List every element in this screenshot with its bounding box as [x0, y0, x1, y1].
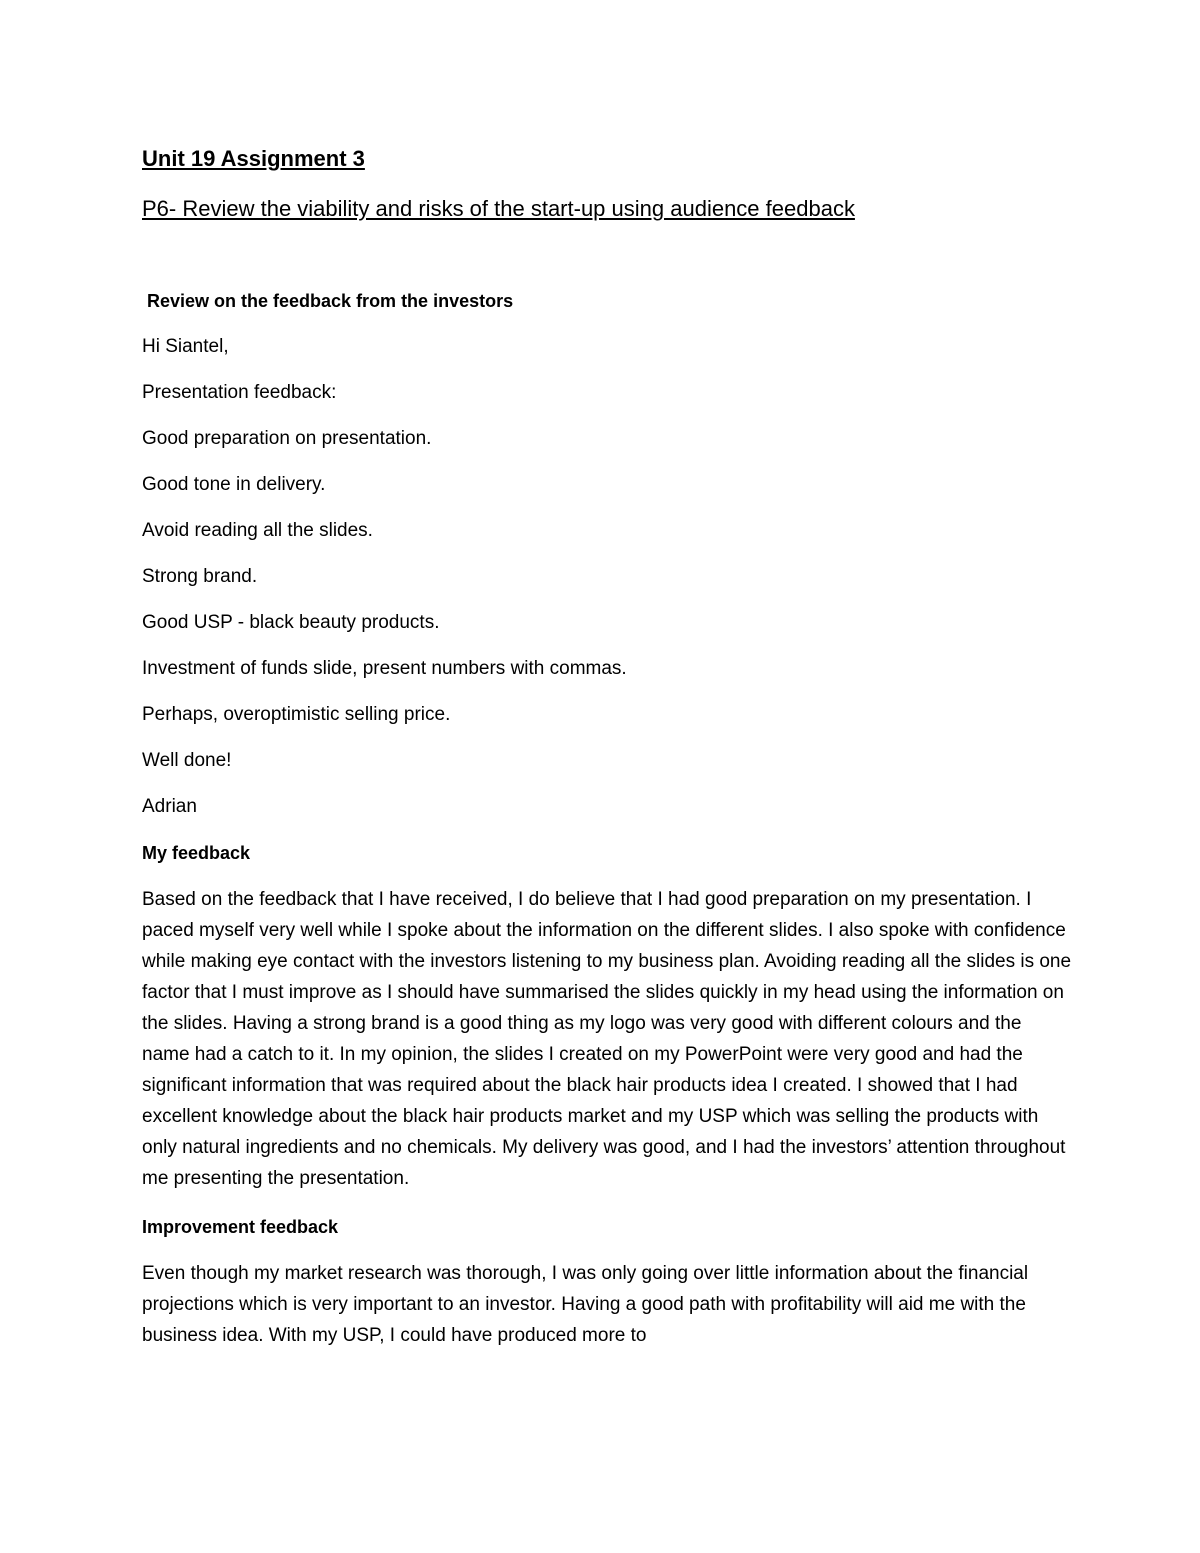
- feedback-line-well-done: Well done!: [142, 750, 232, 771]
- document-content: [142, 144, 1072, 1351]
- feedback-line-preparation: Good preparation on presentation.: [142, 428, 432, 449]
- document-subtitle: P6- Review the viability and risks of the start-up using audience feedback: [142, 196, 855, 221]
- feedback-line-greeting: Hi Siantel,: [142, 336, 229, 357]
- investor-feedback-heading: Review on the feedback from the investors: [147, 291, 514, 311]
- feedback-line-investment: Investment of funds slide, present numbers with commas.: [142, 658, 627, 679]
- document-title: Unit 19 Assignment 3: [142, 146, 365, 171]
- feedback-line-tone: Good tone in delivery.: [142, 474, 326, 495]
- feedback-line-brand: Strong brand.: [142, 566, 258, 587]
- feedback-line-label: Presentation feedback:: [142, 382, 337, 403]
- feedback-line-signature: Adrian: [142, 796, 197, 817]
- feedback-line-slides: Avoid reading all the slides.: [142, 520, 373, 541]
- improvement-feedback-heading: Improvement feedback: [142, 1217, 339, 1237]
- my-feedback-paragraph: Based on the feedback that I have received, I do believe that I had good preparation on my presentation. I paced myself very well while I spoke about the information on the different slides. I also spoke with confidence while making eye contact with the investors listening to my business plan. Avoiding reading all the slides is one factor that I must improve as I should have summarised the slides quickly in my head using the information on the slides. Having a strong brand is a good thing as my logo was very good with different colours and the name had a catch to it. In my opinion, the slides I created on my PowerPoint were very good and had the significant information that was required about the black hair products idea I created. I showed that I had excellent knowledge about the black hair products market and my USP which was selling the products with only natural ingredients and no chemicals. My delivery was good, and I had the investors’ attention throughout me presenting the presentation.: [142, 889, 1072, 1189]
- feedback-line-price: Perhaps, overoptimistic selling price.: [142, 704, 451, 725]
- my-feedback-heading: My feedback: [142, 843, 251, 863]
- feedback-line-usp: Good USP - black beauty products.: [142, 612, 440, 633]
- improvement-feedback-paragraph: Even though my market research was thorough, I was only going over little information about the financial projections which is very important to an investor. Having a good path with profitability will aid me with the business idea. With my USP, I could have produced more to: [142, 1263, 1029, 1346]
